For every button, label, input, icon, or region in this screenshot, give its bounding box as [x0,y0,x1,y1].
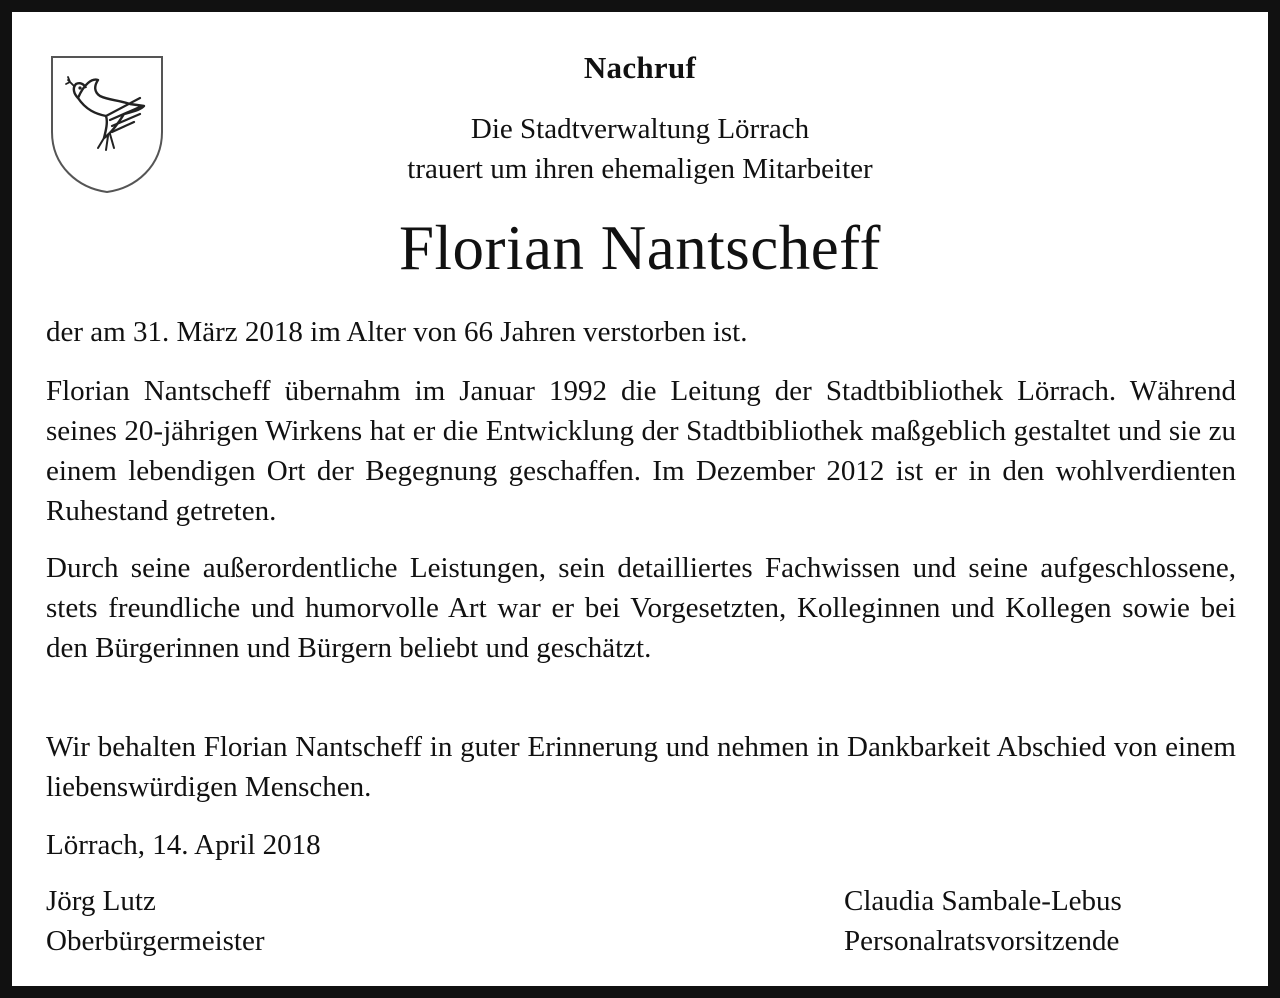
career-paragraph: Florian Nantscheff übernahm im Januar 1992 die Leitung der Stadtbibliothek Lörrach. Während seines 20-jährigen Wirkens hat er die Entwicklung der Stadtbibliothek maßgeblich gestaltet und sie zu einem lebendigen Ort der Begegnung geschaffen. Im Dezember 2012 ist er in den wohlverdienten Ruhestand getreten. [46,375,1236,527]
tribute-paragraph: Durch seine außerordentliche Leistungen, sein detailliertes Fachwissen und seine aufgeschlossene, stets freundliche und humorvolle Art war er bei Vorgesetzten, Kolleginnen und Kollegen sowie bei den Bürgerinnen und Bürgern beliebt und geschätzt. [46,552,1236,664]
signatory-mayor [46,881,265,961]
place-date: Lörrach, 14. April 2018 [46,829,321,861]
notice-title: Nachruf [583,50,697,85]
signatory-name: Claudia Sambale-Lebus [844,885,1122,917]
signatory-role: Oberbürgermeister [46,925,265,957]
notice-issuer: Die Stadtverwaltung Lörrach [470,113,810,145]
signatory-role: Personalratsvorsitzende [844,925,1120,957]
closing-paragraph: Wir behalten Florian Nantscheff in guter Erinnerung und nehmen in Dankbarkeit Abschied von einem liebenswürdigen Menschen. [46,731,1236,803]
death-statement: der am 31. März 2018 im Alter von 66 Jahren verstorben ist. [46,316,748,348]
notice-subtitle: trauert um ihren ehemaligen Mitarbeiter [407,153,873,185]
signatory-name: Jörg Lutz [46,885,156,917]
deceased-name: Florian Nantscheff [399,213,881,283]
signatory-staff-council [844,881,1122,961]
